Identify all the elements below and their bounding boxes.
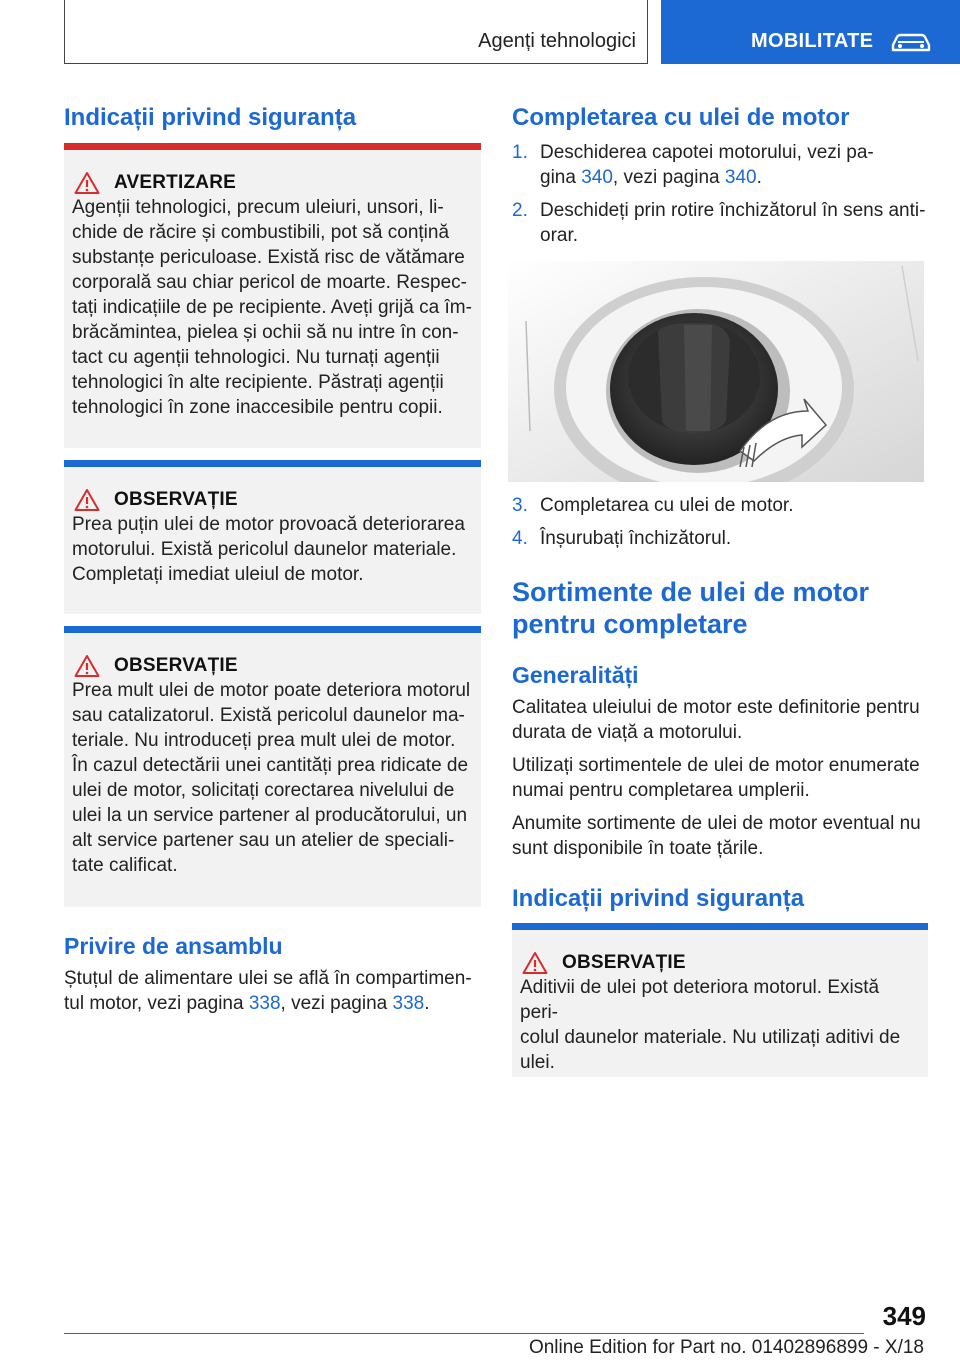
warning-bar — [64, 143, 481, 150]
oil-cap-photo — [508, 261, 924, 482]
text-run: Utilizați sortimentele de ulei de motor enumerate — [512, 755, 920, 776]
overview-text — [64, 966, 484, 1016]
warning-line: brăcămintea, pielea și ochii să nu intre în con- — [72, 322, 459, 343]
note-line: Aditivii de ulei pot deteriora motorul. Există peri- — [520, 977, 880, 1023]
tab-label: MOBILITATE — [751, 30, 874, 52]
note-line: colul daunelor materiale. Nu utilizați aditivi de — [520, 1027, 901, 1048]
heading-safety: Indicații privind siguranța — [64, 104, 357, 131]
page-number: 349 — [882, 1301, 926, 1331]
warning-line: chide de răcire și combustibili, pot să conțină — [72, 222, 450, 243]
text-run: tul motor, vezi pagina — [64, 993, 249, 1014]
steps-list-2 — [512, 493, 932, 559]
step-number: 3. — [512, 495, 528, 516]
list-item — [512, 526, 932, 551]
step-number: 1. — [512, 142, 528, 163]
heading-oil-types — [512, 576, 869, 640]
page-ref-link[interactable]: 338 — [392, 993, 425, 1014]
note-line: În cazul detectării unei cantități prea ridicate de — [72, 755, 469, 776]
list-item — [512, 140, 932, 190]
heading-fill-oil: Completarea cu ulei de motor — [512, 104, 850, 131]
steps-list-1 — [512, 140, 932, 256]
note-line: tate calificat. — [72, 855, 178, 876]
note-text — [520, 975, 922, 1075]
warning-triangle-icon — [74, 488, 100, 512]
oil-filler-cap-illustration — [508, 261, 924, 482]
note-line: ulei la un service partener al producătorului, un — [72, 805, 468, 826]
step-text: Completarea cu ulei de motor. — [540, 495, 794, 516]
overview-line: Ștuțul de alimentare ulei se află în compartimen- — [64, 968, 472, 989]
warning-text — [72, 195, 475, 420]
note-bar — [512, 923, 928, 930]
list-item — [512, 493, 932, 518]
warning-line: Agenții tehnologici, precum uleiuri, unsori, li- — [72, 197, 444, 218]
section-title: Agenți tehnologici — [478, 30, 636, 52]
text-run: gina — [540, 167, 582, 188]
note-box-additives — [512, 923, 928, 1077]
note-title: OBSERVAȚIE — [114, 489, 238, 510]
note-box-low-oil — [64, 460, 481, 614]
step-line: Deschideți prin rotire închizătorul în sens anti- — [540, 200, 926, 221]
note-line: Prea mult ulei de motor poate deteriora motorul — [72, 680, 471, 701]
car-icon — [889, 30, 933, 54]
note-title: OBSERVAȚIE — [114, 655, 238, 676]
general-text — [512, 695, 932, 869]
warning-line: substanțe periculoase. Există risc de vătămare — [72, 247, 465, 268]
step-number: 2. — [512, 200, 528, 221]
heading-line: pentru completare — [512, 609, 748, 639]
text-run: sunt disponibile în toate țările. — [512, 838, 764, 859]
list-item — [512, 198, 932, 248]
note-text — [72, 512, 475, 587]
step-line: orar. — [540, 225, 579, 246]
note-line: Prea puțin ulei de motor provoacă deteriorarea — [72, 514, 465, 535]
warning-line: tehnologici în zone inaccesibile pentru copii. — [72, 397, 443, 418]
text-run: . — [756, 167, 762, 188]
tab-mobilitate[interactable] — [661, 0, 960, 64]
note-title: OBSERVAȚIE — [562, 952, 686, 973]
warning-box — [64, 143, 481, 448]
footer-rule — [64, 1333, 864, 1334]
text-run: Calitatea uleiului de motor este definitorie pentru — [512, 697, 920, 718]
text-run: , vezi pagina — [612, 167, 725, 188]
warning-line: corporală sau chiar pericol de moarte. Respec- — [72, 272, 467, 293]
note-text — [72, 678, 475, 878]
text-run: durata de viață a motorului. — [512, 722, 743, 743]
step-line: Deschiderea capotei motorului, vezi pa- — [540, 142, 874, 163]
text-run: , vezi pagina — [280, 993, 393, 1014]
step-number: 4. — [512, 528, 528, 549]
text-run: numai pentru completarea umplerii. — [512, 780, 810, 801]
page-ref-link[interactable]: 340 — [724, 167, 757, 188]
note-bar — [64, 626, 481, 633]
footer-edition: Online Edition for Part no. 01402896899 - X/18 — [528, 1337, 924, 1358]
note-line: motorului. Există pericolul daunelor materiale. — [72, 539, 457, 560]
paragraph — [512, 695, 932, 745]
note-bar — [64, 460, 481, 467]
warning-line: tact cu agenții tehnologici. Nu turnați agenții — [72, 347, 440, 368]
warning-triangle-icon — [74, 171, 100, 195]
note-line: sau catalizatorul. Există pericolul daunelor ma- — [72, 705, 465, 726]
text-run: Anumite sortimente de ulei de motor eventual nu — [512, 813, 921, 834]
heading-overview: Privire de ansamblu — [64, 933, 283, 959]
text-run: . — [424, 993, 430, 1014]
note-line: ulei de motor, solicitați corectarea nivelului de — [72, 780, 455, 801]
heading-line: Sortimente de ulei de motor — [512, 577, 870, 607]
page-ref-link[interactable]: 340 — [581, 167, 613, 188]
warning-triangle-icon — [74, 654, 100, 678]
page-ref-link[interactable]: 338 — [248, 993, 281, 1014]
heading-general: Generalități — [512, 662, 639, 688]
heading-safety-2: Indicații privind siguranța — [512, 885, 805, 912]
note-line: ulei. — [520, 1052, 555, 1073]
step-text: Înșurubați închizătorul. — [540, 528, 732, 549]
overview-line — [64, 991, 484, 1016]
note-box-high-oil — [64, 626, 481, 907]
note-line: Completați imediat uleiul de motor. — [72, 564, 364, 585]
note-line: teriale. Nu introduceți prea mult ulei de motor. — [72, 730, 456, 751]
warning-title: AVERTIZARE — [114, 172, 236, 193]
warning-line: tehnologici în alte recipiente. Păstrați agenții — [72, 372, 444, 393]
warning-triangle-icon — [522, 951, 548, 975]
paragraph — [512, 753, 932, 803]
paragraph — [512, 811, 932, 861]
step-line — [540, 165, 932, 190]
note-line: alt service partener sau un atelier de speciali- — [72, 830, 455, 851]
warning-line: tați indicațiile de pe recipiente. Aveți grijă ca îm- — [72, 297, 472, 318]
